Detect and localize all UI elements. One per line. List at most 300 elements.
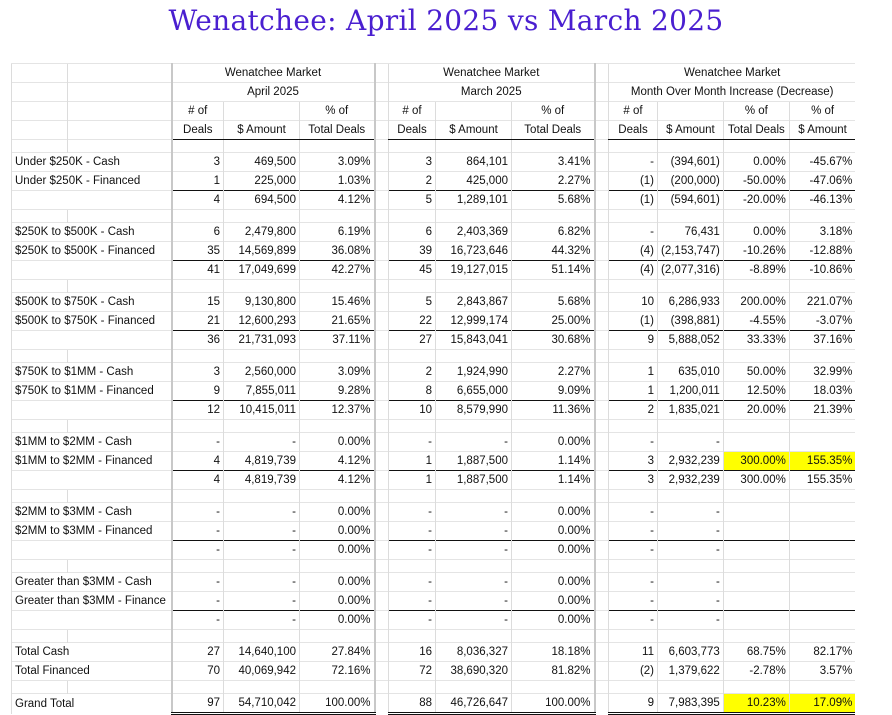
cell-value: 1,200,011 — [658, 382, 724, 401]
cell-value: 3 — [609, 471, 658, 490]
cell-value: 1 — [609, 382, 658, 401]
spacer-row — [12, 490, 856, 503]
table-row — [12, 662, 856, 681]
cell-value: 0.00% — [512, 522, 595, 541]
cell-value: 7,983,395 — [658, 694, 724, 714]
cell-value: (4) — [609, 261, 658, 280]
cell-value: 76,431 — [658, 223, 724, 242]
col-amount: $ Amount — [436, 121, 512, 140]
row-label: $500K to $750K - Financed — [12, 312, 172, 331]
cell-value: 1,379,622 — [658, 662, 724, 681]
cell-value: 10 — [609, 293, 658, 312]
cell-value: - — [224, 503, 300, 522]
cell-value: - — [658, 503, 724, 522]
comparison-table — [11, 63, 855, 715]
header-row-col1 — [12, 102, 856, 121]
cell-value: - — [609, 573, 658, 592]
cell-value: 21 — [172, 312, 224, 331]
cell-value: - — [389, 503, 436, 522]
cell-value: (1) — [609, 191, 658, 210]
cell-value: 225,000 — [224, 172, 300, 191]
april-period-header: April 2025 — [172, 83, 375, 102]
cell-value: 4.12% — [300, 191, 375, 210]
cell-value: 0.00% — [512, 592, 595, 611]
cell-value — [723, 611, 789, 630]
col-total-deals: Total Deals — [723, 121, 789, 140]
cell-value: 2 — [389, 363, 436, 382]
cell-value: - — [658, 611, 724, 630]
cell-value: - — [658, 541, 724, 560]
cell-value: 37.11% — [300, 331, 375, 350]
cell-value: (2) — [609, 662, 658, 681]
cell-value: 32.99% — [789, 363, 855, 382]
cell-value: 68.75% — [723, 643, 789, 662]
subtotal-row — [12, 261, 856, 280]
cell-value: 9.09% — [512, 382, 595, 401]
cell-value: 3 — [172, 363, 224, 382]
cell-value: 18.03% — [789, 382, 855, 401]
cell-value: 51.14% — [512, 261, 595, 280]
cell-value: -4.55% — [723, 312, 789, 331]
col-num-of: # of — [389, 102, 436, 121]
row-label: $1MM to $2MM - Cash — [12, 433, 172, 452]
spacer-row — [12, 560, 856, 573]
cell-value: - — [172, 433, 224, 452]
col-num-of: # of — [609, 102, 658, 121]
cell-value — [789, 573, 855, 592]
row-label — [12, 191, 172, 210]
cell-value: 1 — [609, 363, 658, 382]
cell-value: 30.68% — [512, 331, 595, 350]
cell-value — [789, 433, 855, 452]
row-label: $2MM to $3MM - Financed — [12, 522, 172, 541]
cell-value: 6.19% — [300, 223, 375, 242]
cell-value: - — [172, 573, 224, 592]
cell-value: (2,153,747) — [658, 242, 724, 261]
cell-value: (4) — [609, 242, 658, 261]
cell-value: 21.65% — [300, 312, 375, 331]
cell-value: 864,101 — [436, 153, 512, 172]
mom-market-header: Wenatchee Market — [609, 64, 856, 83]
cell-value: 37.16% — [789, 331, 855, 350]
cell-value: 12,999,174 — [436, 312, 512, 331]
cell-value: 221.07% — [789, 293, 855, 312]
cell-value: 5 — [389, 293, 436, 312]
cell-value: - — [436, 433, 512, 452]
cell-value: 4 — [172, 191, 224, 210]
grand-total-row — [12, 694, 856, 714]
cell-value: 0.00% — [723, 223, 789, 242]
table-row — [12, 433, 856, 452]
cell-value: 0.00% — [300, 522, 375, 541]
cell-value: 6.82% — [512, 223, 595, 242]
cell-value: 21,731,093 — [224, 331, 300, 350]
cell-value: -50.00% — [723, 172, 789, 191]
cell-value: - — [172, 503, 224, 522]
cell-value: 8 — [389, 382, 436, 401]
col-num-of: # of — [172, 102, 224, 121]
cell-value — [789, 592, 855, 611]
cell-value: -8.89% — [723, 261, 789, 280]
cell-value: 6,603,773 — [658, 643, 724, 662]
table-row — [12, 223, 856, 242]
cell-value: 10,415,011 — [224, 401, 300, 420]
cell-value: - — [436, 611, 512, 630]
cell-value: 100.00% — [512, 694, 595, 714]
page-title: Wenatchee: April 2025 vs March 2025 — [168, 4, 724, 37]
cell-value: 41 — [172, 261, 224, 280]
cell-value: (594,601) — [658, 191, 724, 210]
cell-value: - — [609, 433, 658, 452]
table-row — [12, 312, 856, 331]
cell-value: 6 — [389, 223, 436, 242]
cell-value: -3.07% — [789, 312, 855, 331]
cell-value: 44.32% — [512, 242, 595, 261]
march-market-header: Wenatchee Market — [389, 64, 595, 83]
col-amount-pct: $ Amount — [789, 121, 855, 140]
cell-value: 635,010 — [658, 363, 724, 382]
cell-value: 11.36% — [512, 401, 595, 420]
cell-value: - — [436, 522, 512, 541]
table-row — [12, 573, 856, 592]
cell-value: - — [609, 611, 658, 630]
cell-value: - — [658, 433, 724, 452]
cell-value: - — [224, 433, 300, 452]
cell-value: 2,843,867 — [436, 293, 512, 312]
col-deals: Deals — [172, 121, 224, 140]
cell-value: 9 — [609, 694, 658, 714]
cell-value: 15 — [172, 293, 224, 312]
cell-value: 0.00% — [723, 153, 789, 172]
table-row — [12, 503, 856, 522]
cell-value: 469,500 — [224, 153, 300, 172]
cell-value: 10.23% — [723, 694, 789, 714]
cell-value: 2,560,000 — [224, 363, 300, 382]
table-row — [12, 363, 856, 382]
cell-value: 2.27% — [512, 363, 595, 382]
cell-value: 1,835,021 — [658, 401, 724, 420]
cell-value: 10 — [389, 401, 436, 420]
cell-value: 155.35% — [789, 471, 855, 490]
cell-value: 200.00% — [723, 293, 789, 312]
row-label: Greater than $3MM - Cash — [12, 573, 172, 592]
cell-value: 16 — [389, 643, 436, 662]
header-row-period — [12, 83, 856, 102]
subtotal-row — [12, 471, 856, 490]
cell-value: 81.82% — [512, 662, 595, 681]
cell-value — [723, 522, 789, 541]
cell-value: 3.09% — [300, 363, 375, 382]
cell-value: 20.00% — [723, 401, 789, 420]
cell-value: - — [609, 223, 658, 242]
cell-value: 7,855,011 — [224, 382, 300, 401]
cell-value: 6,655,000 — [436, 382, 512, 401]
cell-value: 1.14% — [512, 471, 595, 490]
row-label: $250K to $500K - Cash — [12, 223, 172, 242]
cell-value: 300.00% — [723, 471, 789, 490]
cell-value: - — [172, 592, 224, 611]
cell-value — [789, 541, 855, 560]
cell-value: 72 — [389, 662, 436, 681]
cell-value: (1) — [609, 312, 658, 331]
cell-value: 2,932,239 — [658, 452, 724, 471]
table-row — [12, 172, 856, 191]
cell-value: -10.86% — [789, 261, 855, 280]
cell-value: -10.26% — [723, 242, 789, 261]
cell-value: - — [172, 541, 224, 560]
cell-value: - — [436, 592, 512, 611]
subtotal-row — [12, 331, 856, 350]
cell-value: 11 — [609, 643, 658, 662]
cell-value: - — [389, 541, 436, 560]
cell-value: 5.68% — [512, 293, 595, 312]
cell-value: 4.12% — [300, 452, 375, 471]
cell-value: 8,036,327 — [436, 643, 512, 662]
cell-value: - — [436, 541, 512, 560]
row-label: Total Financed — [12, 662, 172, 681]
cell-value: 3.57% — [789, 662, 855, 681]
cell-value: 18.18% — [512, 643, 595, 662]
cell-value: 0.00% — [512, 541, 595, 560]
cell-value: 9.28% — [300, 382, 375, 401]
cell-value: 42.27% — [300, 261, 375, 280]
cell-value: 9 — [172, 382, 224, 401]
cell-value: 12,600,293 — [224, 312, 300, 331]
spacer-row — [12, 350, 856, 363]
row-label — [12, 401, 172, 420]
cell-value: 694,500 — [224, 191, 300, 210]
cell-value: - — [389, 611, 436, 630]
cell-value: 2,932,239 — [658, 471, 724, 490]
cell-value: 38,690,320 — [436, 662, 512, 681]
cell-value: 5 — [389, 191, 436, 210]
table-row — [12, 153, 856, 172]
cell-value: 0.00% — [300, 541, 375, 560]
cell-value: 46,726,647 — [436, 694, 512, 714]
cell-value: 4,819,739 — [224, 452, 300, 471]
cell-value: 33.33% — [723, 331, 789, 350]
row-label: Total Cash — [12, 643, 172, 662]
cell-value: 0.00% — [300, 573, 375, 592]
cell-value: 3.41% — [512, 153, 595, 172]
spacer-row — [12, 280, 856, 293]
cell-value: 15.46% — [300, 293, 375, 312]
row-label — [12, 611, 172, 630]
cell-value: 5,888,052 — [658, 331, 724, 350]
cell-value — [723, 541, 789, 560]
cell-value: - — [658, 573, 724, 592]
cell-value: (394,601) — [658, 153, 724, 172]
col-total-deals: Total Deals — [512, 121, 595, 140]
cell-value: - — [389, 573, 436, 592]
cell-value: 1.03% — [300, 172, 375, 191]
row-label — [12, 261, 172, 280]
cell-value — [723, 503, 789, 522]
cell-value: 0.00% — [300, 503, 375, 522]
cell-value: 9,130,800 — [224, 293, 300, 312]
cell-value: 4 — [172, 452, 224, 471]
cell-value: 5.68% — [512, 191, 595, 210]
row-label: Under $250K - Cash — [12, 153, 172, 172]
cell-value: 0.00% — [512, 433, 595, 452]
cell-value: (2,077,316) — [658, 261, 724, 280]
cell-value: 0.00% — [300, 433, 375, 452]
cell-value: 35 — [172, 242, 224, 261]
cell-value: - — [609, 592, 658, 611]
cell-value: 8,579,990 — [436, 401, 512, 420]
table-row — [12, 293, 856, 312]
cell-value: 4,819,739 — [224, 471, 300, 490]
col-pct-of: % of — [512, 102, 595, 121]
cell-value: 36 — [172, 331, 224, 350]
cell-value: - — [172, 522, 224, 541]
row-label: Grand Total — [12, 694, 172, 714]
cell-value: 97 — [172, 694, 224, 714]
cell-value: (200,000) — [658, 172, 724, 191]
cell-value: 0.00% — [512, 573, 595, 592]
spacer-row — [12, 630, 856, 643]
table-row — [12, 452, 856, 471]
subtotal-row — [12, 401, 856, 420]
cell-value: 100.00% — [300, 694, 375, 714]
cell-value: 3 — [389, 153, 436, 172]
cell-value: 21.39% — [789, 401, 855, 420]
cell-value — [789, 611, 855, 630]
cell-value: - — [172, 611, 224, 630]
row-label: $500K to $750K - Cash — [12, 293, 172, 312]
table-row — [12, 522, 856, 541]
cell-value — [789, 522, 855, 541]
spacer-row — [12, 140, 856, 153]
col-pct-of: % of — [723, 102, 789, 121]
cell-value: 72.16% — [300, 662, 375, 681]
cell-value: 16,723,646 — [436, 242, 512, 261]
cell-value: -47.06% — [789, 172, 855, 191]
cell-value: 39 — [389, 242, 436, 261]
cell-value: 4 — [172, 471, 224, 490]
cell-value: 50.00% — [723, 363, 789, 382]
cell-value: 12 — [172, 401, 224, 420]
cell-value: 19,127,015 — [436, 261, 512, 280]
col-amount: $ Amount — [658, 121, 724, 140]
col-pct-of: % of — [300, 102, 375, 121]
cell-value: - — [609, 153, 658, 172]
cell-value: 36.08% — [300, 242, 375, 261]
cell-value: - — [609, 503, 658, 522]
cell-value: 0.00% — [300, 611, 375, 630]
cell-value: -2.78% — [723, 662, 789, 681]
cell-value: 14,569,899 — [224, 242, 300, 261]
cell-value: 4.12% — [300, 471, 375, 490]
cell-value: 2.27% — [512, 172, 595, 191]
cell-value: -12.88% — [789, 242, 855, 261]
cell-value: - — [224, 541, 300, 560]
cell-value: - — [609, 541, 658, 560]
cell-value: 17.09% — [789, 694, 855, 714]
cell-value: - — [224, 573, 300, 592]
cell-value: 2 — [389, 172, 436, 191]
cell-value: 27 — [389, 331, 436, 350]
cell-value: 155.35% — [789, 452, 855, 471]
cell-value: -45.67% — [789, 153, 855, 172]
cell-value: 1,887,500 — [436, 471, 512, 490]
spacer-row — [12, 210, 856, 223]
cell-value: 0.00% — [300, 592, 375, 611]
mom-period-header: Month Over Month Increase (Decrease) — [609, 83, 856, 102]
subtotal-row — [12, 191, 856, 210]
cell-value: - — [658, 592, 724, 611]
cell-value: 54,710,042 — [224, 694, 300, 714]
cell-value: 82.17% — [789, 643, 855, 662]
row-label — [12, 331, 172, 350]
cell-value: - — [436, 573, 512, 592]
row-label: $750K to $1MM - Cash — [12, 363, 172, 382]
cell-value — [789, 503, 855, 522]
cell-value: 300.00% — [723, 452, 789, 471]
cell-value: 3 — [172, 153, 224, 172]
cell-value: 12.37% — [300, 401, 375, 420]
april-market-header: Wenatchee Market — [172, 64, 375, 83]
march-period-header: March 2025 — [389, 83, 595, 102]
cell-value: 6,286,933 — [658, 293, 724, 312]
header-row-col2 — [12, 121, 856, 140]
cell-value: 1 — [389, 452, 436, 471]
col-deals: Deals — [609, 121, 658, 140]
cell-value: -20.00% — [723, 191, 789, 210]
col-amount: $ Amount — [224, 121, 300, 140]
cell-value: - — [389, 522, 436, 541]
cell-value: (1) — [609, 172, 658, 191]
cell-value: 1,887,500 — [436, 452, 512, 471]
cell-value: 9 — [609, 331, 658, 350]
cell-value: 12.50% — [723, 382, 789, 401]
cell-value: 17,049,699 — [224, 261, 300, 280]
cell-value: 1 — [172, 172, 224, 191]
row-label: $250K to $500K - Financed — [12, 242, 172, 261]
cell-value: - — [224, 522, 300, 541]
cell-value: 0.00% — [512, 611, 595, 630]
cell-value: 1 — [389, 471, 436, 490]
cell-value: 14,640,100 — [224, 643, 300, 662]
col-total-deals: Total Deals — [300, 121, 375, 140]
subtotal-row — [12, 541, 856, 560]
cell-value: - — [224, 611, 300, 630]
table-row — [12, 643, 856, 662]
cell-value — [723, 433, 789, 452]
row-label — [12, 471, 172, 490]
cell-value: 27.84% — [300, 643, 375, 662]
row-label: $750K to $1MM - Financed — [12, 382, 172, 401]
spacer-row — [12, 681, 856, 694]
cell-value: 1,289,101 — [436, 191, 512, 210]
cell-value: 40,069,942 — [224, 662, 300, 681]
cell-value: 3.18% — [789, 223, 855, 242]
cell-value: (398,881) — [658, 312, 724, 331]
cell-value: 6 — [172, 223, 224, 242]
cell-value: 45 — [389, 261, 436, 280]
cell-value: 2,403,369 — [436, 223, 512, 242]
cell-value: 1.14% — [512, 452, 595, 471]
subtotal-row — [12, 611, 856, 630]
cell-value — [723, 592, 789, 611]
row-label: $1MM to $2MM - Financed — [12, 452, 172, 471]
row-label: $2MM to $3MM - Cash — [12, 503, 172, 522]
table-row — [12, 242, 856, 261]
cell-value: 15,843,041 — [436, 331, 512, 350]
col-pct-of: % of — [789, 102, 855, 121]
cell-value: 70 — [172, 662, 224, 681]
cell-value: 0.00% — [512, 503, 595, 522]
